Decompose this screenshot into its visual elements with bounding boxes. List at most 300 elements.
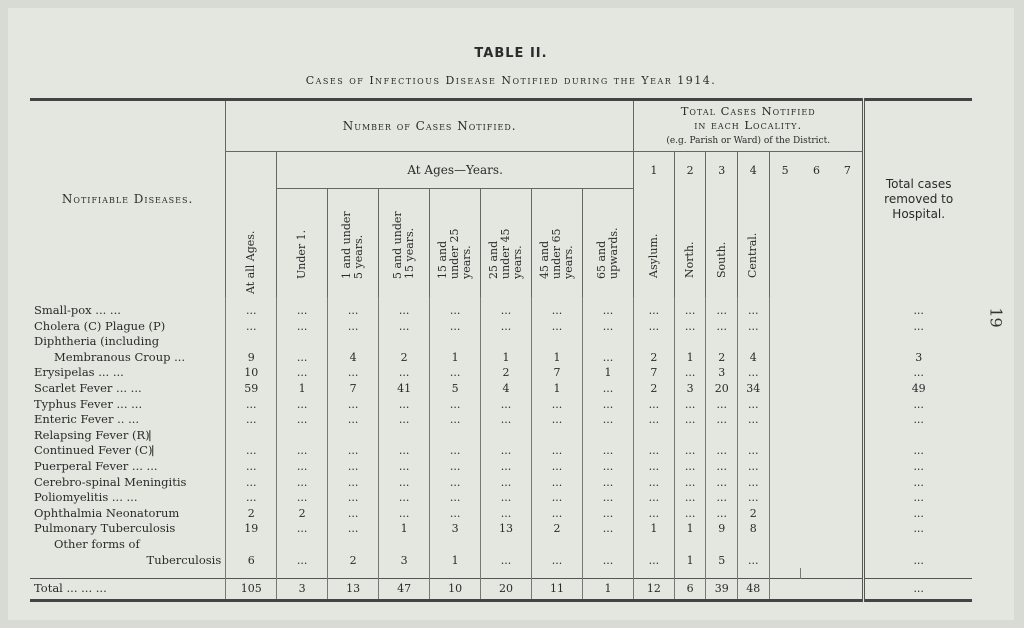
cell-locality-5 xyxy=(769,297,801,319)
cell-hospital: ... xyxy=(864,506,972,522)
cell-age-5: ... xyxy=(532,506,583,522)
cell-all-ages: ... xyxy=(226,459,277,475)
cell-locality-5 xyxy=(769,553,801,569)
cell-age-4: ... xyxy=(481,475,532,491)
locality-header-line3: (e.g. Parish or Ward) of the District. xyxy=(666,136,831,146)
spacer-cell xyxy=(738,568,770,579)
locality-num-5: 5 xyxy=(769,152,801,189)
cell-all-ages xyxy=(226,537,277,553)
age-col-5-15: 5 and under 15 years. xyxy=(379,189,430,298)
cell-locality-4: ... xyxy=(738,490,770,506)
cell-locality-1: 2 xyxy=(634,350,675,366)
cell-age-6 xyxy=(583,537,634,553)
cell-age-1: ... xyxy=(328,319,379,335)
cell-age-6: ... xyxy=(583,319,634,335)
cell-age-2: ... xyxy=(379,506,430,522)
cell-all-ages: 2 xyxy=(226,506,277,522)
cell-locality-3: 3 xyxy=(706,365,738,381)
cell-age-6: ... xyxy=(583,506,634,522)
disease-name: Cholera (C) Plague (P) xyxy=(34,318,166,333)
cell-age-2: 2 xyxy=(379,350,430,366)
cell-locality-3: ... xyxy=(706,412,738,428)
spacer-cell xyxy=(30,568,226,579)
cell-age-0: 1 xyxy=(277,381,328,397)
cell-locality-2: ... xyxy=(674,459,706,475)
cell-locality-1: 12 xyxy=(634,579,675,601)
cell-hospital: ... xyxy=(864,297,972,319)
cell-locality-4: 8 xyxy=(738,521,770,537)
cell-age-3: ... xyxy=(430,397,481,413)
header-locality-group xyxy=(634,100,864,152)
infectious-disease-table xyxy=(30,98,972,602)
cell-locality-7 xyxy=(832,475,864,491)
cell-all-ages: ... xyxy=(226,397,277,413)
table-row xyxy=(30,506,972,522)
cell-locality-4 xyxy=(738,428,770,444)
cell-locality-3: 5 xyxy=(706,553,738,569)
cell-age-5 xyxy=(532,537,583,553)
cell-locality-5 xyxy=(769,381,801,397)
cell-all-ages xyxy=(226,334,277,350)
spacer-cell xyxy=(801,568,833,579)
cell-age-1: 7 xyxy=(328,381,379,397)
cell-locality-6 xyxy=(801,579,833,601)
cell-locality-2: 1 xyxy=(674,521,706,537)
cell-age-6: ... xyxy=(583,397,634,413)
cell-age-6: ... xyxy=(583,475,634,491)
cell-locality-6 xyxy=(801,490,833,506)
header-hospital xyxy=(864,100,972,298)
cell-age-2 xyxy=(379,537,430,553)
cell-age-5 xyxy=(532,334,583,350)
table-row xyxy=(30,459,972,475)
cell-all-ages: ... xyxy=(226,490,277,506)
cell-locality-7 xyxy=(832,553,864,569)
cell-locality-5 xyxy=(769,521,801,537)
cell-age-6: ... xyxy=(583,297,634,319)
cell-age-0: 2 xyxy=(277,506,328,522)
cell-locality-3 xyxy=(706,428,738,444)
cell-age-1 xyxy=(328,537,379,553)
cell-locality-6 xyxy=(801,428,833,444)
cell-all-ages: ... xyxy=(226,297,277,319)
cell-age-3: 1 xyxy=(430,350,481,366)
spacer-cell xyxy=(226,568,277,579)
cell-age-4: ... xyxy=(481,506,532,522)
cell-all-ages: ... xyxy=(226,412,277,428)
spacer-cell xyxy=(481,568,532,579)
table-row xyxy=(30,365,972,381)
header-at-all-ages: At all Ages. xyxy=(226,152,277,298)
cell-locality-5 xyxy=(769,428,801,444)
cell-age-6: ... xyxy=(583,412,634,428)
disease-name: Ophthalmia Neonatorum xyxy=(34,505,180,520)
table-row xyxy=(30,334,972,350)
cell-age-1: ... xyxy=(328,412,379,428)
age-col-45-65: 45 and under 65 years. xyxy=(532,189,583,298)
cell-all-ages: 59 xyxy=(226,381,277,397)
table-row xyxy=(30,297,972,319)
table-row xyxy=(30,443,972,459)
cell-age-5 xyxy=(532,428,583,444)
cell-age-1: 2 xyxy=(328,553,379,569)
age-col-under-1: Under 1. xyxy=(277,189,328,298)
cell-age-3: ... xyxy=(430,365,481,381)
cell-locality-4: ... xyxy=(738,475,770,491)
cell-locality-6 xyxy=(801,459,833,475)
cell-locality-6 xyxy=(801,537,833,553)
cell-age-4: ... xyxy=(481,443,532,459)
cell-hospital xyxy=(864,537,972,553)
table-row xyxy=(30,319,972,335)
cell-age-3: ... xyxy=(430,490,481,506)
cell-locality-3: ... xyxy=(706,319,738,335)
spacer-cell xyxy=(674,568,706,579)
cell-locality-7 xyxy=(832,319,864,335)
cell-age-2: ... xyxy=(379,412,430,428)
cell-locality-2: ... xyxy=(674,490,706,506)
cell-age-2 xyxy=(379,428,430,444)
cell-age-1 xyxy=(328,428,379,444)
cell-locality-5 xyxy=(769,506,801,522)
cell-locality-6 xyxy=(801,475,833,491)
table-body xyxy=(30,297,972,601)
cell-age-2: ... xyxy=(379,297,430,319)
cell-age-0: ... xyxy=(277,475,328,491)
cell-locality-6 xyxy=(801,334,833,350)
cell-locality-3 xyxy=(706,537,738,553)
cell-age-1: 4 xyxy=(328,350,379,366)
table-row xyxy=(30,428,972,444)
disease-name: Pulmonary Tuberculosis xyxy=(34,521,176,536)
disease-name: Erysipelas ... ... xyxy=(34,365,124,380)
cell-locality-4: ... xyxy=(738,443,770,459)
cell-locality-2: ... xyxy=(674,475,706,491)
cell-age-2: 3 xyxy=(379,553,430,569)
locality-num-2: 2 xyxy=(674,152,706,189)
cell-locality-2: 1 xyxy=(674,553,706,569)
cell-locality-3: 39 xyxy=(706,579,738,601)
locality-name-5 xyxy=(769,189,801,298)
cell-hospital: ... xyxy=(864,521,972,537)
cell-locality-7 xyxy=(832,297,864,319)
cell-hospital: ... xyxy=(864,397,972,413)
cell-locality-2 xyxy=(674,334,706,350)
age-col-15-25: 15 and under 25 years. xyxy=(430,189,481,298)
cell-age-4: 13 xyxy=(481,521,532,537)
age-col-65-up: 65 and upwards. xyxy=(583,189,634,298)
cell-age-1: ... xyxy=(328,397,379,413)
disease-name: Diphtheria (including xyxy=(34,334,160,349)
cell-age-4 xyxy=(481,334,532,350)
locality-name-3: South. xyxy=(706,189,738,298)
cell-locality-7 xyxy=(832,334,864,350)
cell-age-5: 1 xyxy=(532,350,583,366)
cell-locality-1 xyxy=(634,334,675,350)
locality-num-1: 1 xyxy=(634,152,675,189)
cell-age-5: ... xyxy=(532,490,583,506)
cell-locality-3: 20 xyxy=(706,381,738,397)
cell-age-4: ... xyxy=(481,553,532,569)
cell-age-4: ... xyxy=(481,397,532,413)
disease-name: Scarlet Fever ... ... xyxy=(34,380,142,395)
cell-locality-7 xyxy=(832,412,864,428)
spacer-cell xyxy=(277,568,328,579)
spacer-cell xyxy=(328,568,379,579)
cell-age-3: ... xyxy=(430,443,481,459)
cell-age-2: 1 xyxy=(379,521,430,537)
disease-name: Puerperal Fever ... ... xyxy=(34,458,158,473)
cell-locality-7 xyxy=(832,537,864,553)
cell-age-4: ... xyxy=(481,490,532,506)
disease-name: Poliomyelitis ... ... xyxy=(34,490,138,505)
cell-hospital: ... xyxy=(864,475,972,491)
cell-age-6: ... xyxy=(583,521,634,537)
cell-locality-1: ... xyxy=(634,506,675,522)
cell-all-ages: 6 xyxy=(226,553,277,569)
cell-age-0 xyxy=(277,428,328,444)
cell-locality-6 xyxy=(801,553,833,569)
spacer-row xyxy=(30,568,972,579)
cell-hospital: ... xyxy=(864,365,972,381)
disease-name: Typhus Fever ... ... xyxy=(34,396,143,411)
cell-locality-6 xyxy=(801,381,833,397)
cell-age-4 xyxy=(481,428,532,444)
cell-age-0: ... xyxy=(277,443,328,459)
cell-all-ages: ... xyxy=(226,475,277,491)
table-row xyxy=(30,412,972,428)
cell-age-5: 11 xyxy=(532,579,583,601)
cell-locality-7 xyxy=(832,443,864,459)
cell-age-4: ... xyxy=(481,459,532,475)
locality-name-7 xyxy=(832,189,864,298)
cell-all-ages: 10 xyxy=(226,365,277,381)
cell-locality-1: ... xyxy=(634,443,675,459)
spacer-cell xyxy=(832,568,864,579)
cell-locality-7 xyxy=(832,397,864,413)
cell-age-6: ... xyxy=(583,350,634,366)
disease-name: Other forms of xyxy=(54,536,140,551)
cell-locality-5 xyxy=(769,412,801,428)
cell-age-2: ... xyxy=(379,475,430,491)
cell-all-ages: 105 xyxy=(226,579,277,601)
disease-name xyxy=(30,428,226,444)
cell-locality-7 xyxy=(832,381,864,397)
locality-name-4: Central. xyxy=(738,189,770,298)
cell-locality-2: ... xyxy=(674,412,706,428)
cell-locality-1: ... xyxy=(634,297,675,319)
cell-locality-1 xyxy=(634,428,675,444)
cell-hospital: 3 xyxy=(864,350,972,366)
cell-locality-7 xyxy=(832,521,864,537)
cell-locality-6 xyxy=(801,521,833,537)
spacer-cell xyxy=(769,568,801,579)
cell-locality-6 xyxy=(801,365,833,381)
cell-age-3: ... xyxy=(430,412,481,428)
disease-name: Cerebro-spinal Meningitis xyxy=(34,474,187,489)
cell-age-5: ... xyxy=(532,319,583,335)
locality-num-6: 6 xyxy=(812,163,820,177)
cell-locality-1 xyxy=(634,537,675,553)
cell-all-ages: 19 xyxy=(226,521,277,537)
cell-age-5: ... xyxy=(532,443,583,459)
cell-age-3: ... xyxy=(430,506,481,522)
table-row xyxy=(30,475,972,491)
cell-locality-5 xyxy=(769,579,801,601)
cell-locality-4: ... xyxy=(738,297,770,319)
cell-age-0: ... xyxy=(277,553,328,569)
cell-locality-4: ... xyxy=(738,397,770,413)
age-col-1-5: 1 and under 5 years. xyxy=(328,189,379,298)
cell-locality-1: ... xyxy=(634,412,675,428)
cell-locality-7 xyxy=(832,506,864,522)
table-subtitle: Cases of Infectious Disease Notified during the Year 1914. xyxy=(305,74,717,87)
hospital-header-text: Total cases removed to Hospital. xyxy=(884,176,954,221)
cell-locality-3: ... xyxy=(706,490,738,506)
cell-all-ages: ... xyxy=(226,319,277,335)
cell-age-4: 2 xyxy=(481,365,532,381)
cell-age-1: ... xyxy=(328,490,379,506)
cell-locality-3: ... xyxy=(706,297,738,319)
cell-age-1: ... xyxy=(328,506,379,522)
cell-age-3: 5 xyxy=(430,381,481,397)
cell-locality-3: ... xyxy=(706,397,738,413)
cell-locality-7 xyxy=(832,365,864,381)
cell-age-2: ... xyxy=(379,397,430,413)
cell-hospital: ... xyxy=(864,443,972,459)
cell-locality-2: 6 xyxy=(674,579,706,601)
spacer-cell xyxy=(532,568,583,579)
cell-age-5: 1 xyxy=(532,381,583,397)
cell-age-2: 41 xyxy=(379,381,430,397)
cell-hospital: ... xyxy=(864,319,972,335)
cell-locality-1: ... xyxy=(634,490,675,506)
disease-name: Enteric Fever .. ... xyxy=(34,412,140,427)
cell-age-4: 20 xyxy=(481,579,532,601)
cell-locality-2: ... xyxy=(674,365,706,381)
cell-locality-5 xyxy=(769,350,801,366)
cell-hospital xyxy=(864,334,972,350)
cell-age-0: ... xyxy=(277,459,328,475)
cell-locality-1: ... xyxy=(634,475,675,491)
cell-hospital: ... xyxy=(864,579,972,601)
locality-header-line2: in each Locality. xyxy=(694,118,803,132)
cell-locality-2: ... xyxy=(674,397,706,413)
cell-locality-2: ... xyxy=(674,297,706,319)
table-row xyxy=(30,350,972,366)
cell-locality-6 xyxy=(801,297,833,319)
cell-locality-7 xyxy=(832,428,864,444)
spacer-cell xyxy=(706,568,738,579)
cell-locality-6 xyxy=(801,319,833,335)
disease-name: Tuberculosis xyxy=(146,552,222,567)
cell-age-6: ... xyxy=(583,553,634,569)
cell-age-2: ... xyxy=(379,365,430,381)
cell-locality-1: ... xyxy=(634,553,675,569)
locality-num-4: 4 xyxy=(738,152,770,189)
cell-hospital: ... xyxy=(864,490,972,506)
locality-name-1: Asylum. xyxy=(634,189,675,298)
cell-age-1: ... xyxy=(328,521,379,537)
spacer-cell xyxy=(634,568,675,579)
table-row xyxy=(30,397,972,413)
cell-age-2: ... xyxy=(379,319,430,335)
cell-locality-7 xyxy=(832,459,864,475)
cell-age-3: 3 xyxy=(430,521,481,537)
cell-locality-2: 3 xyxy=(674,381,706,397)
cell-age-4 xyxy=(481,537,532,553)
cell-age-5: ... xyxy=(532,412,583,428)
cell-age-1: ... xyxy=(328,365,379,381)
cell-locality-5 xyxy=(769,490,801,506)
cell-locality-6 xyxy=(801,412,833,428)
cell-age-6: ... xyxy=(583,490,634,506)
spacer-cell xyxy=(583,568,634,579)
cell-age-0: ... xyxy=(277,397,328,413)
cell-locality-4: 2 xyxy=(738,506,770,522)
table-row xyxy=(30,490,972,506)
age-col-25-45: 25 and under 45 years. xyxy=(481,189,532,298)
cell-locality-6 xyxy=(801,350,833,366)
brace-mark: ⎸ xyxy=(152,444,164,458)
cell-locality-5 xyxy=(769,459,801,475)
cell-age-3 xyxy=(430,428,481,444)
cell-locality-1: 2 xyxy=(634,381,675,397)
page-number: 19 xyxy=(986,307,1006,328)
cell-age-3: ... xyxy=(430,319,481,335)
cell-locality-4: ... xyxy=(738,553,770,569)
cell-age-0 xyxy=(277,334,328,350)
cell-locality-5 xyxy=(769,475,801,491)
cell-age-3: ... xyxy=(430,459,481,475)
cell-age-5: ... xyxy=(532,297,583,319)
cell-locality-1: ... xyxy=(634,397,675,413)
disease-name-text: Continued Fever (C) xyxy=(34,443,153,458)
cell-age-5: ... xyxy=(532,553,583,569)
locality-num-7: 7 xyxy=(843,163,851,177)
cell-locality-4: ... xyxy=(738,319,770,335)
cell-age-6 xyxy=(583,334,634,350)
cell-age-1: ... xyxy=(328,297,379,319)
cell-age-1: ... xyxy=(328,459,379,475)
cell-locality-3: ... xyxy=(706,506,738,522)
cell-age-0: ... xyxy=(277,319,328,335)
cell-hospital: ... xyxy=(864,459,972,475)
cell-age-1: 13 xyxy=(328,579,379,601)
cell-locality-4: 48 xyxy=(738,579,770,601)
cell-locality-5 xyxy=(769,319,801,335)
locality-num-3: 3 xyxy=(706,152,738,189)
spacer-cell xyxy=(430,568,481,579)
cell-locality-2 xyxy=(674,428,706,444)
cell-age-4: 4 xyxy=(481,381,532,397)
locality-header-line1: Total Cases Notified xyxy=(680,104,816,118)
cell-hospital: ... xyxy=(864,553,972,569)
cell-all-ages xyxy=(226,428,277,444)
cell-age-3: ... xyxy=(430,475,481,491)
cell-age-0: ... xyxy=(277,350,328,366)
cell-age-2: 47 xyxy=(379,579,430,601)
brace-mark: ⎸ xyxy=(149,428,161,442)
cell-locality-2: ... xyxy=(674,319,706,335)
cell-locality-7 xyxy=(832,350,864,366)
cell-age-4: ... xyxy=(481,319,532,335)
total-row xyxy=(30,579,972,601)
cell-age-3: 1 xyxy=(430,553,481,569)
cell-hospital: 49 xyxy=(864,381,972,397)
cell-locality-1: ... xyxy=(634,319,675,335)
cell-age-6 xyxy=(583,428,634,444)
